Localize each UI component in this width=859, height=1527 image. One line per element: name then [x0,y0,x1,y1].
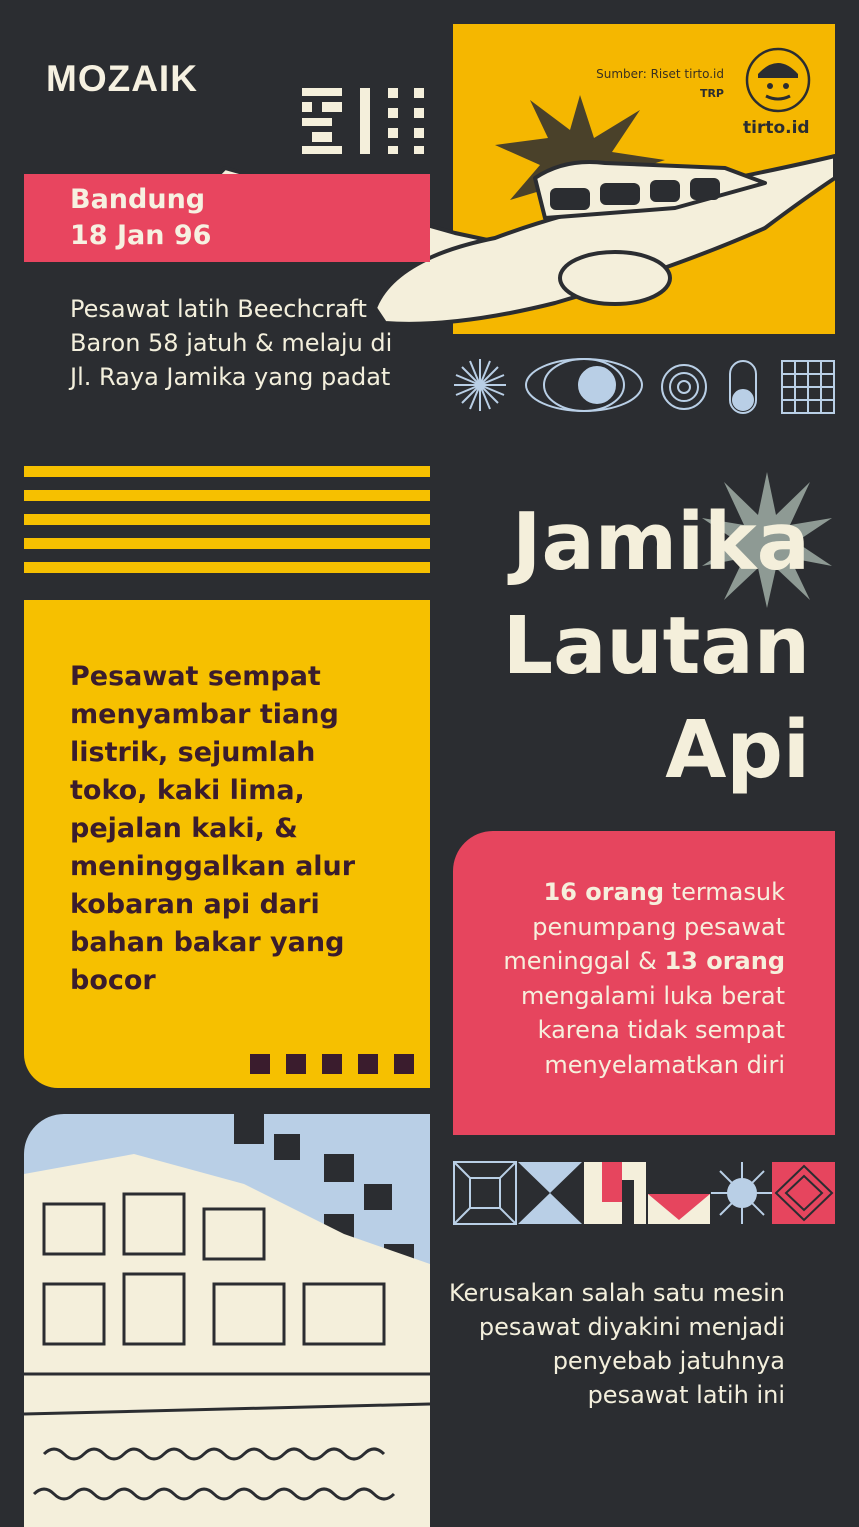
diamond-icon [772,1162,835,1224]
decor-square [286,1054,306,1074]
place-label: Bandung [70,184,206,215]
source-text: Sumber: Riset tirto.id [596,67,724,81]
chevron-down-icon [648,1194,710,1224]
icon-row-2 [452,1160,837,1226]
tunnel-icon [454,1162,516,1224]
decor-square [358,1054,378,1074]
logo-text: tirto.id [743,118,810,138]
pink-card-text [465,875,785,1083]
pink-info-card [453,831,835,1135]
date-label: 18 Jan 96 [70,220,212,251]
yellow-stripes [24,466,430,586]
yellow-card-text: Pesawat sempat menyambar tiang listrik, sejumlah toko, kaki lima, pejalan kaki, & meninggalkan alur kobaran api dari bahan bakar yang bocor [70,661,356,996]
icon-row [452,355,837,420]
brand-title: MOZAIK [46,58,198,99]
blocks-icon [584,1162,646,1224]
sun-icon [711,1162,773,1224]
title-line-3: Api [665,704,810,796]
title-line-1: Jamika [512,496,810,588]
date-location-band [24,174,430,262]
burst-icon [454,359,506,411]
pink-text-1: termasuk penumpang pesawat meninggal & [503,878,785,976]
eye-icon [526,359,642,411]
building-illustration [24,1114,430,1527]
page-title [470,490,810,802]
spiral-icon [662,365,706,409]
title-line-2: Lautan [502,600,810,692]
toggle-icon [730,361,756,413]
triangles-icon [518,1162,582,1224]
outro-text: Kerusakan salah satu mesin pesawat diyakini menjadi penyebab jatuhnya pesawat latih ini [448,1279,785,1409]
yellow-info-card [24,600,430,1088]
pink-text-2: mengalami luka berat karena tidak sempat menyelamatkan diri [520,981,785,1079]
intro-text: Pesawat latih Beechcraft Baron 58 jatuh & melaju di Jl. Raya Jamika yang padat [70,295,393,391]
decor-square [250,1054,270,1074]
victims-dead: 16 orang [543,878,665,906]
victims-injured: 13 orang [664,947,785,976]
grid-icon [782,361,834,413]
decor-square [394,1054,414,1074]
credit-text: TRP [699,87,724,100]
decor-square [322,1054,342,1074]
